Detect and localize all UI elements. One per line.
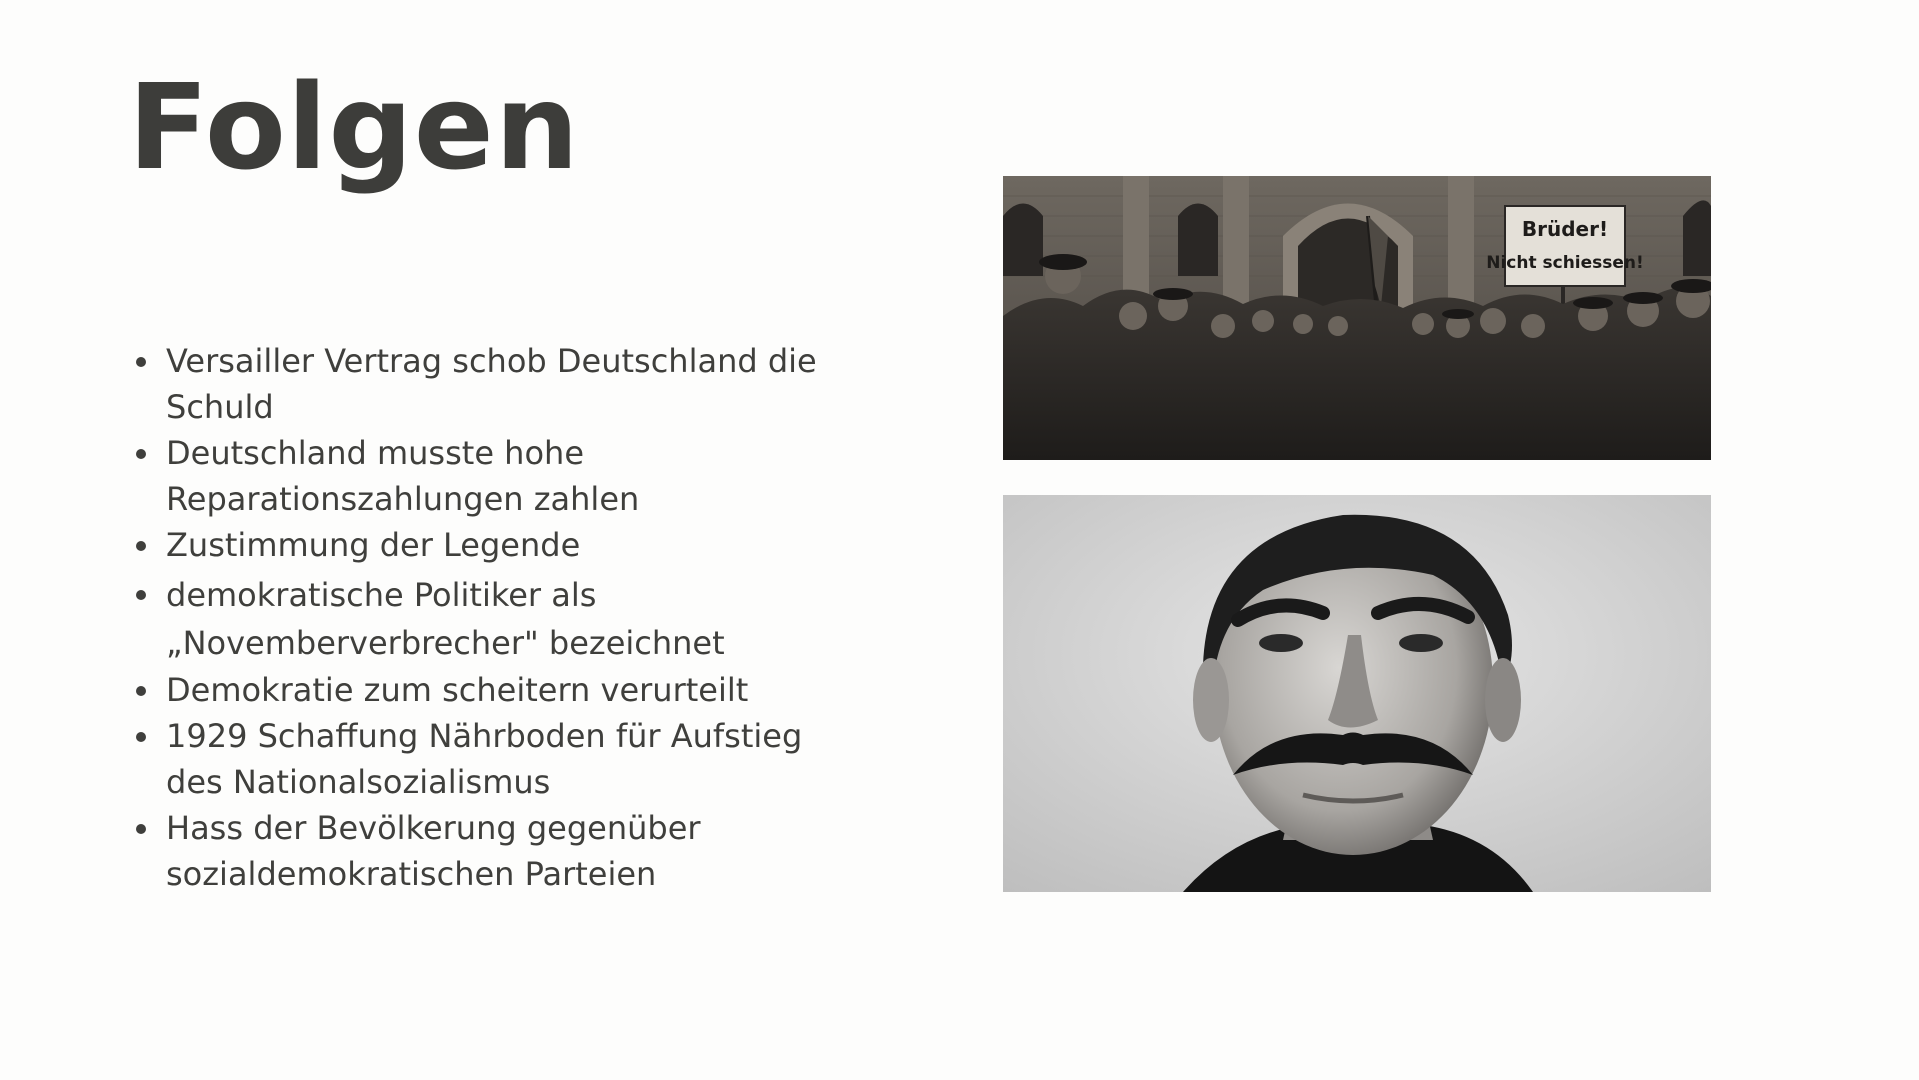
bullet-dot-icon	[136, 357, 146, 367]
bullet-text: Versailler Vertrag schob Deutschland die Schuld	[166, 342, 817, 426]
sign-line-1: Brüder!	[1521, 217, 1609, 241]
bullet-list	[134, 338, 854, 897]
bullet-text: Deutschland musste hohe Reparationszahlungen zahlen	[166, 434, 640, 518]
bullet-item	[134, 805, 854, 897]
bullet-text: Demokratie zum scheitern verurteilt	[166, 671, 749, 709]
portrait-photo-svg	[1003, 495, 1711, 892]
bullet-item	[134, 522, 854, 568]
bullet-dot-icon	[136, 824, 146, 834]
sign-line-2: Nicht schiessen!	[1486, 253, 1644, 273]
crowd-photo-svg	[1003, 176, 1711, 460]
bullet-text: 1929 Schaffung Nährboden für Aufstieg des Nationalsozialismus	[166, 717, 803, 801]
bullet-text: Hass der Bevölkerung gegenüber sozialdemokratischen Parteien	[166, 809, 701, 893]
bullet-item	[134, 571, 854, 667]
bullet-text: demokratische Politiker als „Novemberverbrecher" bezeichnet	[166, 576, 725, 662]
bullet-item	[134, 338, 854, 430]
bullet-dot-icon	[136, 590, 146, 600]
crowd-photo	[1003, 176, 1711, 460]
bullet-item	[134, 713, 854, 805]
portrait-photo	[1003, 495, 1711, 892]
bullet-dot-icon	[136, 541, 146, 551]
bullet-item	[134, 430, 854, 522]
bullet-text: Zustimmung der Legende	[166, 526, 581, 564]
bullet-dot-icon	[136, 449, 146, 459]
slide-title: Folgen	[128, 58, 580, 196]
bullet-dot-icon	[136, 686, 146, 696]
bullet-dot-icon	[136, 732, 146, 742]
bullet-item	[134, 667, 854, 713]
